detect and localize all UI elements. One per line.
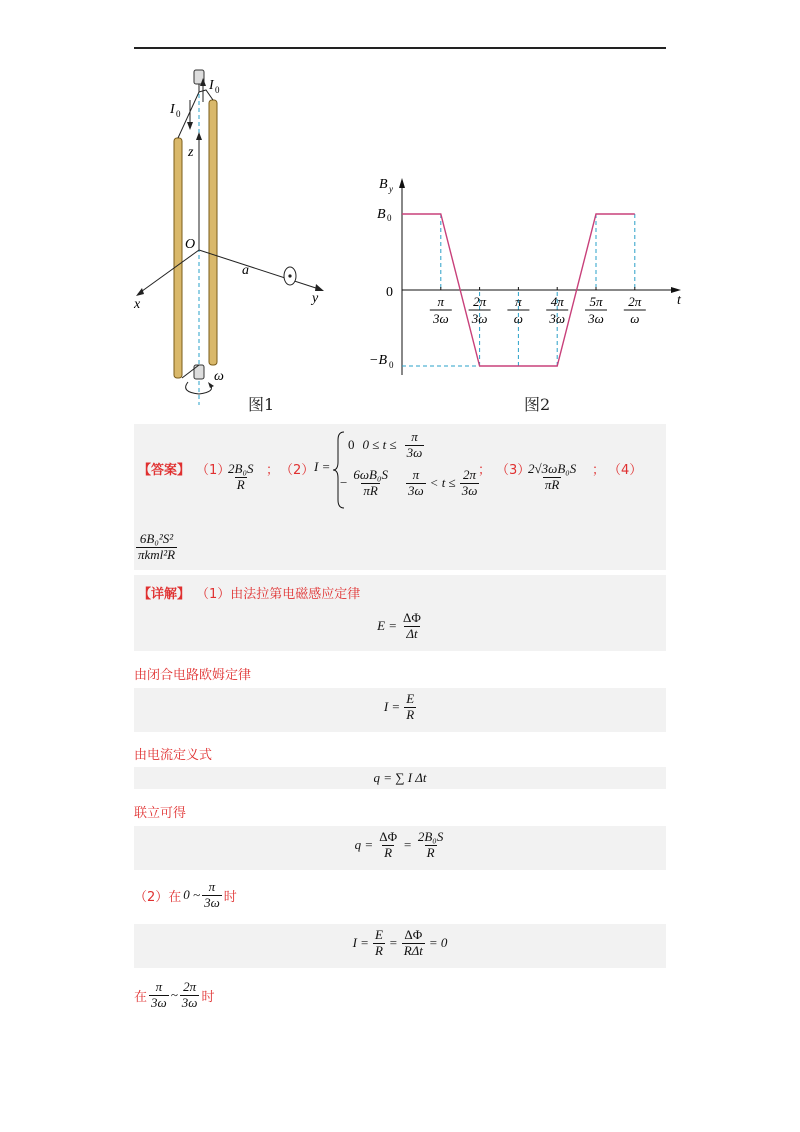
label-I0-left: I	[170, 102, 175, 117]
answer-2-case2: − $\frac{\text{6ωB₀S}}{\pi R}$ $\frac{\pi}{3\omega}$ < t ≤ $\frac{2\pi}{3\omega}$	[340, 467, 478, 498]
answer-part-4: （4）	[608, 463, 643, 478]
label-a: a	[242, 263, 249, 278]
solution-step-1	[134, 575, 666, 651]
front-rod	[174, 138, 182, 378]
x-tick-label-den-5: 3ω	[588, 311, 604, 326]
answer-part-3: （3）	[496, 463, 531, 478]
z-axis-head	[196, 132, 202, 140]
x-tick-label-num-3: π	[515, 294, 522, 309]
label-I0-top: I	[209, 78, 214, 93]
answer-2-case1: 0 0 ≤ t ≤ $\frac{\pi}{3\omega}$	[348, 429, 423, 460]
figure-2-chart	[365, 170, 690, 380]
answer-block	[134, 424, 666, 570]
chart-y-tick-bottom: −B	[369, 353, 387, 368]
answer-3-value: $\frac{\text{2√3ωB₀S}}{\pi R}$	[528, 461, 577, 492]
answer-1-value: $\frac{\text{2B₀S}}{R}$	[228, 461, 254, 492]
solution-text-1: （1）由法拉第电磁感应定律	[196, 587, 361, 602]
chart-y-axis-head	[399, 178, 405, 188]
x-tick-label-den-2: 3ω	[471, 311, 488, 326]
chart-y-label-sub: y	[389, 184, 393, 194]
label-y: y	[312, 291, 319, 306]
chart-y-tick-top-sub: 0	[387, 213, 392, 223]
label-x: x	[134, 297, 141, 312]
chart-x-label: t	[677, 293, 681, 308]
solution-text-6: 在 $\frac{\pi}{3\omega}$ ~ $\frac{2\pi}{3\omega}$ 时	[134, 979, 215, 1010]
label-omega: ω	[214, 369, 224, 384]
figure-1-caption: 图1	[248, 395, 275, 414]
chart-y-label: B	[379, 177, 388, 192]
equation-2: I = $\frac{E}{R}$	[383, 691, 415, 722]
solution-text-2: 由闭合电路欧姆定律	[134, 668, 252, 683]
answer-4-value: $\frac{\text{6B₀²S²}}{\text{πkml²R}}$	[138, 531, 176, 562]
answer-sep-1: ；	[266, 463, 280, 478]
equation-1: E = $\frac{\Delta\Phi}{\Delta t}$	[377, 610, 421, 641]
solution-text-5: （2）在 0 ~ $\frac{\pi}{3\omega}$ 时	[134, 879, 237, 910]
equation-3: q = ∑ I Δt	[373, 770, 427, 785]
current-arrow-down-head	[187, 122, 193, 130]
left-connector	[178, 92, 199, 138]
equation-5: I = $\frac{E}{R}$ = $\frac{\Delta\Phi}{\text{RΔt}}$ = 0	[352, 927, 448, 958]
label-I0-left-sub: 0	[176, 109, 181, 119]
equation-3-box	[134, 767, 666, 789]
x-axis	[138, 250, 199, 294]
equation-4-box	[134, 826, 666, 870]
chart-y-tick-top: B	[377, 207, 386, 222]
figure-1-diagram	[130, 60, 350, 405]
x-axis-head	[136, 288, 144, 296]
answer-tag: 【答案】	[138, 463, 191, 478]
chart-y-tick-zero: 0	[386, 285, 393, 300]
answer-part-1: （1）	[196, 463, 231, 478]
x-tick-label-num-4: 4π	[550, 294, 564, 309]
figure-2-caption: 图2	[524, 395, 551, 414]
x-tick-label-num-5: 5π	[589, 294, 603, 309]
solution-text-4: 联立可得	[134, 806, 187, 821]
x-tick-label-den-6: ω	[630, 311, 640, 326]
solution-tag: 【详解】	[138, 587, 191, 602]
x-tick-label-den-1: 3ω	[432, 311, 449, 326]
solution-text-3: 由电流定义式	[134, 748, 213, 763]
header-rule	[134, 47, 666, 49]
x-tick-label-den-4: 3ω	[549, 311, 566, 326]
label-O: O	[185, 237, 196, 252]
answer-sep-2: ；	[478, 463, 492, 478]
wire-dot	[288, 274, 291, 277]
equation-2-box	[134, 688, 666, 732]
x-tick-label-den-3: ω	[513, 311, 523, 326]
x-tick-label-num-6: 2π	[628, 294, 642, 309]
answer-2-lhs: I =	[314, 459, 331, 474]
label-z: z	[188, 145, 194, 160]
answer-part-2: （2）	[280, 463, 315, 478]
rear-rod	[209, 100, 217, 365]
x-tick-label-num-1: π	[437, 294, 445, 309]
equation-5-box	[134, 924, 666, 968]
chart-y-tick-bottom-sub: 0	[389, 360, 394, 370]
answer-sep-3: ；	[592, 463, 606, 478]
label-I0-top-sub: 0	[215, 85, 220, 95]
x-tick-label-num-2: 2π	[473, 294, 487, 309]
equation-4: q = $\frac{\Delta\Phi}{R}$ = $\frac{\text{2B₀S}}{R}$	[354, 829, 444, 860]
y-axis-head	[315, 284, 324, 291]
